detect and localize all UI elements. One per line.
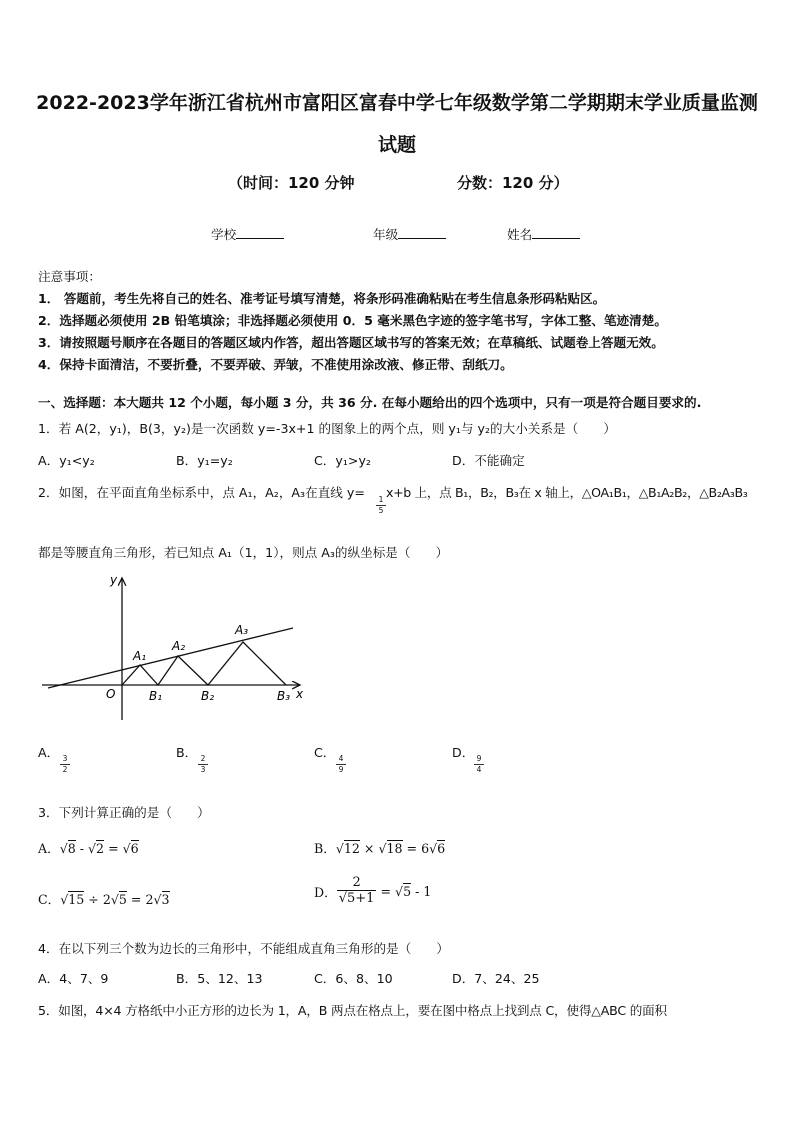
page-title: 2022-2023学年浙江省杭州市富阳区富春中学七年级数学第二学期期末学业质量监测 (36, 92, 758, 114)
notes-heading: 注意事项： (38, 269, 101, 284)
q1-option-c: C．y₁>y₂ (314, 453, 371, 468)
radicand: 5 (403, 884, 412, 899)
sqrt-icon: √ (153, 892, 162, 907)
q2-slope-fraction (376, 496, 386, 515)
q2-option-a (38, 742, 59, 761)
q1-option-a: A．y₁<y₂ (38, 453, 95, 468)
line-y (48, 628, 293, 688)
option-label: D． (314, 885, 337, 900)
q4-option-d: D．7、24、25 (452, 971, 540, 986)
school-label: 学校 (211, 227, 237, 242)
a2-label: A₂ (172, 639, 186, 653)
q4-stem: 4．在以下列三个数为边长的三角形中，不能组成直角三角形的是（ ） (38, 941, 450, 956)
operator: × (359, 841, 379, 856)
notes-item: 4．保持卡面清洁，不要折叠，不要弄破、弄皱，不准使用涂改液、修正带、刮纸刀。 (38, 357, 513, 372)
section-heading: 一、选择题：本大题共 12 个小题，每小题 3 分，共 36 分. 在每小题给出的四个选项中，只有一项是符合题目要求的. (38, 395, 702, 410)
sqrt-icon: √ (88, 841, 97, 856)
b1-label: B₁ (149, 689, 163, 703)
frac-num: 2 (352, 875, 361, 890)
q4-option-a: A．4、7、9 (38, 971, 109, 986)
notes-item: 2．选择题必须使用 2B 铅笔填涂；非选择题必须使用 0．5 毫米黑色字迹的签字笔书写，字体工整、笔迹清楚。 (38, 313, 667, 328)
school-field (211, 224, 284, 243)
frac-num: 4 (338, 754, 344, 763)
q1-option-d: D．不能确定 (452, 453, 525, 468)
q2-option-b-fraction (198, 755, 208, 774)
radicand: 6 (130, 841, 139, 856)
radicand: 15 (68, 892, 85, 907)
radicand: 5 (347, 891, 356, 906)
sqrt-icon: √ (429, 841, 438, 856)
operator: = (104, 841, 123, 856)
operator: ÷ 2 (84, 892, 111, 907)
notes-item: 3．请按照题号顺序在各题目的答题区域内作答，超出答题区域书写的答案无效；在草稿纸、试题卷上答题无效。 (38, 335, 664, 350)
q2-slope-num: 1 (378, 495, 384, 504)
q2-figure (38, 570, 318, 720)
q2-stem-c: 都是等腰直角三角形，若已知点 A₁（1，1），则点 A₃的纵坐标是（ ） (38, 545, 449, 560)
radicand: 2 (96, 841, 105, 856)
q3-option-c (38, 889, 170, 908)
operator: - (75, 841, 89, 856)
sqrt-icon: √ (60, 892, 69, 907)
frac-den: 3 (200, 765, 206, 774)
option-label: B． (176, 745, 198, 760)
q2-option-d (452, 742, 474, 761)
frac-den: 9 (338, 765, 344, 774)
frac-num: 9 (476, 754, 482, 763)
option-label: A． (38, 841, 60, 856)
q1-option-b: B．y₁=y₂ (176, 453, 233, 468)
q3-option-d (314, 876, 431, 907)
frac-den: 2 (62, 765, 68, 774)
grade-label: 年级 (373, 227, 399, 242)
exam-score: 分数：120 分） (457, 174, 569, 192)
q3-option-b (314, 838, 445, 857)
option-label: A． (38, 745, 60, 760)
q2-option-a-fraction (60, 755, 70, 774)
name-field (507, 224, 580, 243)
operator: = (380, 884, 396, 899)
name-label: 姓名 (507, 227, 533, 242)
x-label: x (296, 687, 304, 701)
q4-option-b: B．5、12、13 (176, 971, 263, 986)
grade-blank (398, 226, 446, 239)
q2-slope-den: 5 (378, 506, 384, 515)
grade-field (373, 224, 446, 243)
sqrt-icon: √ (122, 841, 131, 856)
q2-option-b (176, 742, 197, 761)
q2-stem-b: x+b 上，点 B₁，B₂，B₃在 x 轴上，△OA₁B₁，△B₁A₂B₂，△B₂A₃B₃ (386, 485, 748, 500)
q3-option-a (38, 838, 139, 857)
option-label: B． (314, 841, 336, 856)
den-tail: +1 (355, 891, 375, 906)
a3-label: A₃ (235, 623, 249, 637)
operator: - 1 (411, 884, 432, 899)
q3-stem: 3．下列计算正确的是（ ） (38, 805, 210, 820)
sqrt-icon: √ (338, 891, 347, 906)
b2-label: B₂ (201, 689, 215, 703)
origin-label: O (106, 687, 116, 701)
radicand: 5 (118, 892, 127, 907)
notes-item: 1． 答题前，考生先将自己的姓名、准考证号填写清楚，将条形码准确粘贴在考生信息条形码粘贴区。 (38, 291, 606, 306)
frac-num: 3 (62, 754, 68, 763)
name-blank (532, 226, 580, 239)
page-title-line2: 试题 (377, 134, 416, 156)
option-label: D． (452, 745, 475, 760)
q2-option-c (314, 742, 335, 761)
option-label: C． (38, 892, 61, 907)
frac-num: 2 (200, 754, 206, 763)
school-blank (236, 226, 284, 239)
frac-den (337, 890, 377, 907)
exam-time: （时间：120 分钟 (228, 174, 355, 192)
radicand: 3 (161, 892, 170, 907)
q4-option-c: C．6、8、10 (314, 971, 393, 986)
sqrt-icon: √ (335, 841, 344, 856)
operator: = 6 (402, 841, 430, 856)
y-label: y (110, 573, 118, 587)
radicand: 8 (67, 841, 76, 856)
sqrt-icon: √ (59, 841, 68, 856)
sqrt-icon: √ (110, 892, 119, 907)
q2-stem-a: 2．如图，在平面直角坐标系中，点 A₁，A₂，A₃在直线 y= (38, 485, 365, 500)
radicand: 6 (437, 841, 446, 856)
q5-stem: 5．如图，4×4 方格纸中小正方形的边长为 1，A，B 两点在格点上，要在图中格点上找到点 C，使得△ABC 的面积 (38, 1003, 667, 1018)
sqrt-icon: √ (378, 841, 387, 856)
q2-option-d-fraction (474, 755, 484, 774)
operator: = 2 (126, 892, 154, 907)
sqrt-icon: √ (395, 884, 404, 899)
frac-den: 4 (476, 765, 482, 774)
radicand: 18 (386, 841, 403, 856)
fraction (337, 876, 377, 907)
radicand: 12 (343, 841, 360, 856)
b3-label: B₃ (277, 689, 291, 703)
a1-label: A₁ (133, 649, 147, 663)
q1-stem: 1．若 A(2，y₁)，B(3，y₂)是一次函数 y=-3x+1 的图象上的两个点，则 y₁与 y₂的大小关系是（ ） (38, 421, 616, 436)
q2-option-c-fraction (336, 755, 346, 774)
option-label: C． (314, 745, 336, 760)
